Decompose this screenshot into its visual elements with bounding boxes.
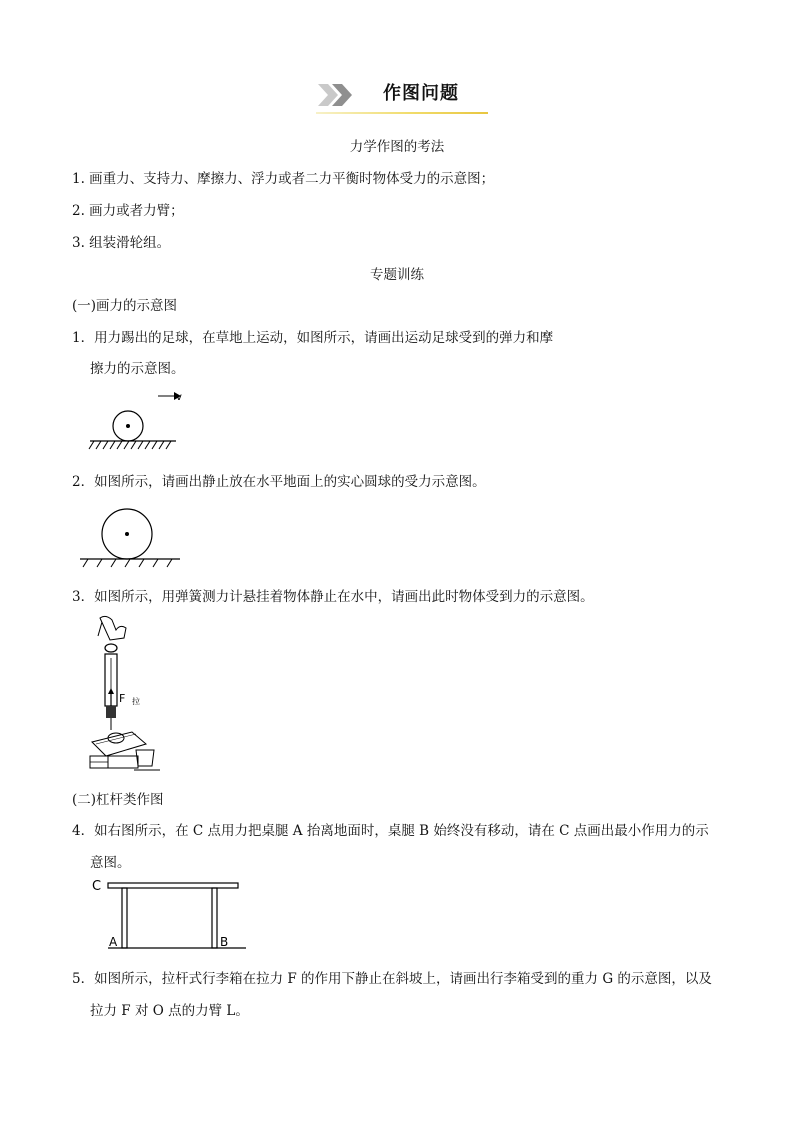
question-4: 4．如右图所示，在 C 点用力把桌腿 A 抬离地面时，桌腿 B 始终没有移动，请在 C 点画出最小作用力的示 [72, 823, 709, 839]
question-1: 1．用力踢出的足球，在草地上运动，如图所示，请画出运动足球受到的弹力和摩 [72, 330, 554, 346]
question-5: 5．如图所示，拉杆式行李箱在拉力 F 的作用下静止在斜坡上，请画出行李箱受到的重力 G 的示意图，以及 [72, 971, 712, 987]
list-item: 2. 画力或者力臂； [72, 203, 184, 219]
force-f-label: F [119, 692, 126, 705]
title-underline [316, 112, 488, 114]
page-title: 作图问题 [383, 83, 459, 104]
velocity-label: v [176, 392, 182, 403]
list-item: 3. 组装滑轮组。 [72, 235, 171, 251]
point-c-label: C [92, 879, 102, 894]
double-chevron-right-icon [316, 82, 356, 108]
ball-figure [76, 497, 186, 569]
training-heading: 专题训练 [370, 267, 424, 283]
leg-a-label: A [109, 935, 118, 949]
question-2: 2．如图所示，请画出静止放在水平地面上的实心圆球的受力示意图。 [72, 474, 486, 490]
part-heading: (二)杠杆类作图 [72, 792, 164, 808]
leg-b-label: B [220, 935, 229, 949]
list-item: 1. 画重力、支持力、摩擦力、浮力或者二力平衡时物体受力的示意图； [72, 171, 495, 187]
question-4-cont: 意图。 [90, 855, 131, 871]
force-la-label: 拉 [132, 697, 140, 706]
question-5-cont: 拉力 F 对 O 点的力臂 L。 [90, 1003, 249, 1019]
part-heading: (一)画力的示意图 [72, 298, 178, 314]
question-3: 3．如图所示，用弹簧测力计悬挂着物体静止在水中，请画出此时物体受到力的示意图。 [72, 589, 594, 605]
question-1-cont: 擦力的示意图。 [90, 361, 185, 377]
football-figure [86, 386, 196, 452]
table-figure [86, 876, 251, 954]
section-heading: 力学作图的考法 [349, 139, 445, 155]
spring-scale-figure [86, 612, 186, 772]
